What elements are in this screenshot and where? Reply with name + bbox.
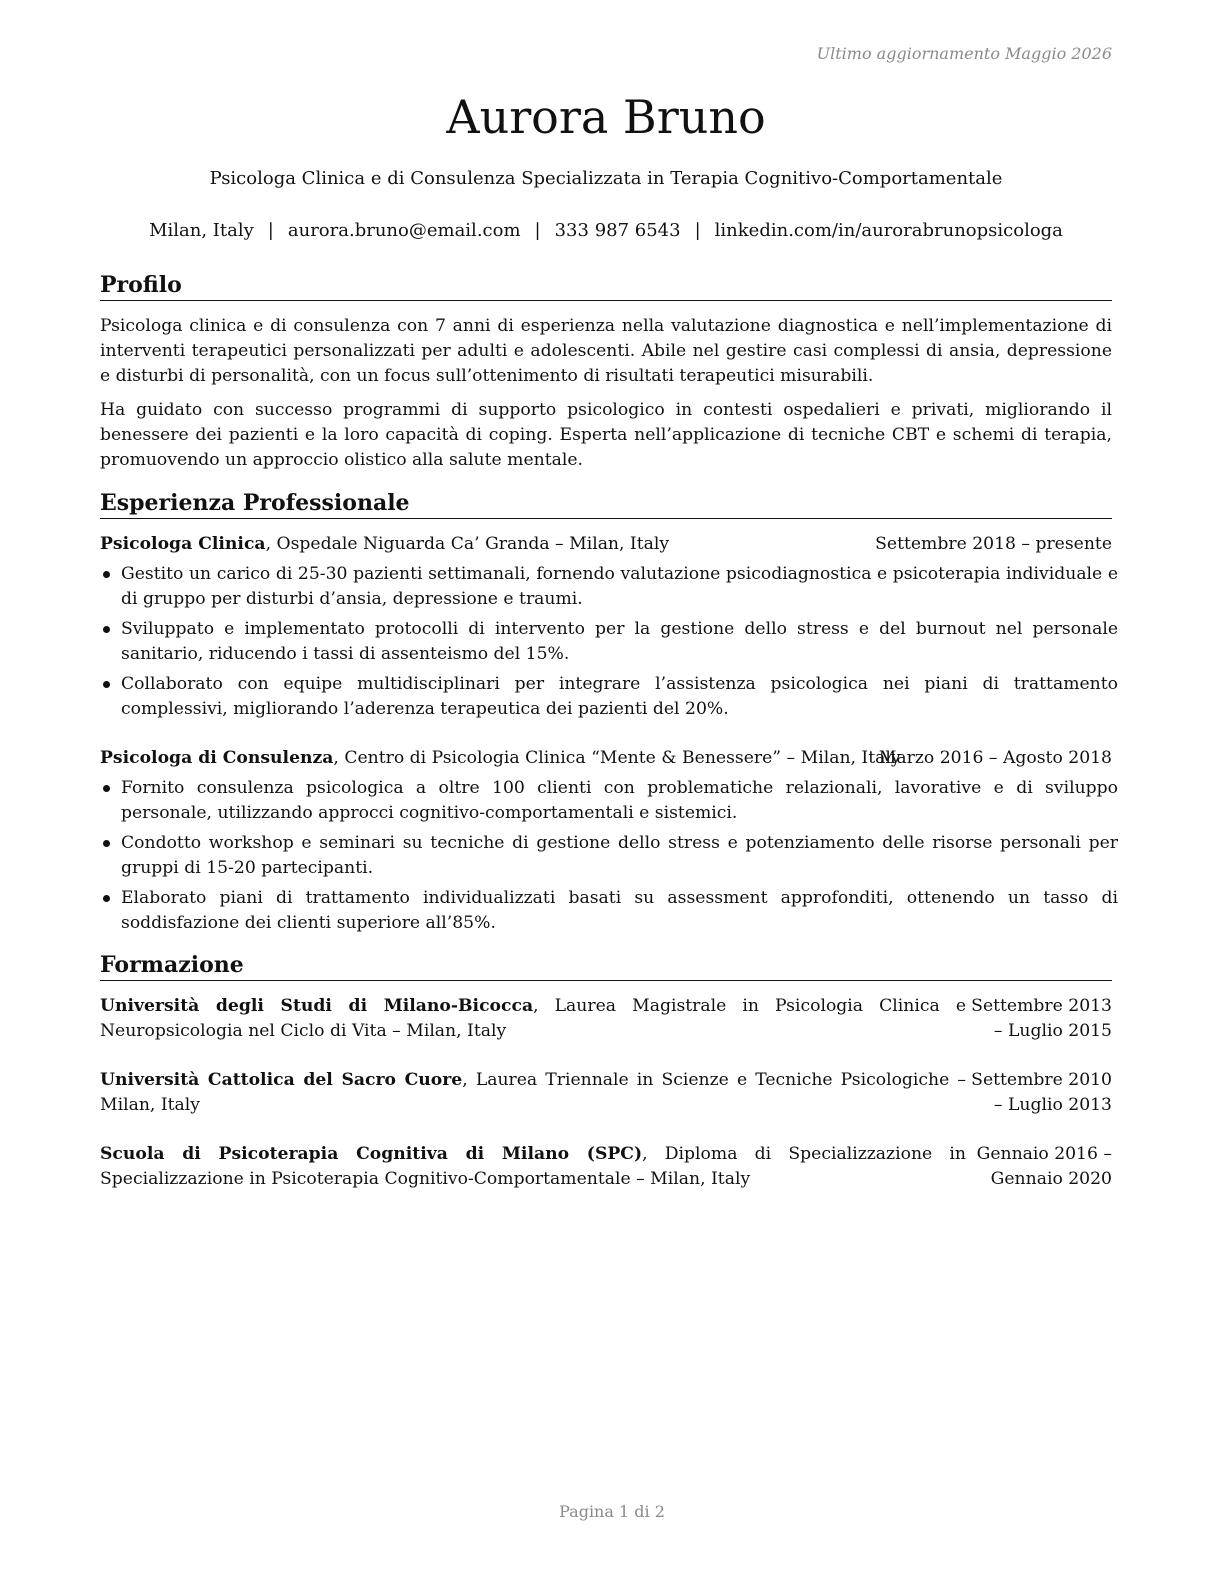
job-role: Psicologa di Consulenza xyxy=(100,748,334,768)
education-detail: , Laurea Magistrale in Psicologia Clinica e Neuropsicologia nel Ciclo di Vita – Milan, Italy xyxy=(100,996,966,1041)
contact-line xyxy=(100,220,1112,241)
contact-separator: | xyxy=(267,220,274,241)
job-role: Psicologa Clinica xyxy=(100,534,266,554)
job-bullets xyxy=(100,776,1118,941)
education-school: Università degli Studi di Milano-Bicocca xyxy=(100,996,534,1016)
education-description xyxy=(100,1068,966,1118)
job-header xyxy=(100,532,1112,557)
bullet-icon xyxy=(103,895,110,902)
job-dates: Settembre 2018 – presente xyxy=(875,534,1112,554)
list-item: Fornito consulenza psicologica a oltre 100 clienti con problematiche relazionali, lavorative e di sviluppo personale, utilizzando approcci cognitivo-comportamentali e sistemici. xyxy=(100,776,1118,826)
section-title-education: Formazione xyxy=(100,950,1112,981)
education-school: Università Cattolica del Sacro Cuore xyxy=(100,1070,463,1090)
candidate-subtitle: Psicologa Clinica e di Consulenza Specializzata in Terapia Cognitivo-Comportamentale xyxy=(209,168,1003,189)
education-description xyxy=(100,1142,966,1192)
profile-paragraph-2: Ha guidato con successo programmi di supporto psicologico in contesti ospedalieri e privati, migliorando il benessere dei pazienti e la loro capacità di coping. Esperta nell’applicazione di tecniche CBT e schemi di terapia, promuovendo un approccio olistico alla salute mentale. xyxy=(100,400,1112,470)
education-dates: Gennaio 2016 – Gennaio 2020 xyxy=(976,1144,1112,1189)
contact-phone: 333 987 6543 xyxy=(554,220,681,241)
education-dates: Settembre 2013 – Luglio 2015 xyxy=(971,996,1112,1041)
education-dates: Settembre 2010 – Luglio 2013 xyxy=(971,1070,1112,1115)
bullet-icon xyxy=(103,626,110,633)
profile-paragraph-1: Psicologa clinica e di consulenza con 7 anni di esperienza nella valutazione diagnostica e nell’implementazione di interventi terapeutici personalizzati per adulti e adolescenti. Abile nel gestire casi complessi di ansia, depressione e disturbi di personalità, con un focus sull’ottenimento di risultati terapeutici misurabili. xyxy=(100,316,1112,386)
contact-separator: | xyxy=(694,220,701,241)
bullet-icon xyxy=(103,840,110,847)
bullet-icon xyxy=(103,785,110,792)
list-item: Condotto workshop e seminari su tecniche di gestione dello stress e potenziamento delle risorse personali per gruppi di 15-20 partecipanti. xyxy=(100,831,1118,881)
contact-location: Milan, Italy xyxy=(149,220,254,241)
education-detail: , Laurea Triennale in Scienze e Tecniche Psicologiche – Milan, Italy xyxy=(100,1070,966,1115)
list-item: Elaborato piani di trattamento individualizzati basati su assessment approfonditi, ottenendo un tasso di soddisfazione dei clienti superiore all’85%. xyxy=(100,886,1118,936)
list-item: Sviluppato e implementato protocolli di intervento per la gestione dello stress e del burnout nel personale sanitario, riducendo i tassi di assenteismo del 15%. xyxy=(100,617,1118,667)
contact-separator: | xyxy=(534,220,541,241)
job-dates: Marzo 2016 – Agosto 2018 xyxy=(878,748,1112,768)
education-description xyxy=(100,994,966,1044)
bullet-icon xyxy=(103,681,110,688)
job-organization: , Centro di Psicologia Clinica “Mente & Benessere” – Milan, Italy xyxy=(333,748,901,768)
education-detail: , Diploma di Specializzazione in Specializzazione in Psicoterapia Cognitivo-Comportamentale – Milan, Italy xyxy=(100,1144,966,1189)
list-item: Gestito un carico di 25-30 pazienti settimanali, fornendo valutazione psicodiagnostica e psicoterapia individuale e di gruppo per disturbi d’ansia, depressione e traumi. xyxy=(100,562,1118,612)
page-number: Pagina 1 di 2 xyxy=(559,1502,665,1521)
section-title-experience: Esperienza Professionale xyxy=(100,488,1112,519)
section-title-profile: Profilo xyxy=(100,270,1112,301)
candidate-name: Aurora Bruno xyxy=(446,90,766,144)
contact-linkedin[interactable]: linkedin.com/in/aurorabrunopsicologa xyxy=(714,220,1063,241)
education-school: Scuola di Psicoterapia Cognitiva di Milano (SPC) xyxy=(100,1144,643,1164)
bullet-icon xyxy=(103,571,110,578)
last-updated-note: Ultimo aggiornamento Maggio 2026 xyxy=(816,44,1112,63)
list-item: Collaborato con equipe multidisciplinari per integrare l’assistenza psicologica nei piani di trattamento complessivi, migliorando l’aderenza terapeutica dei pazienti del 20%. xyxy=(100,672,1118,722)
contact-email[interactable]: aurora.bruno@email.com xyxy=(287,220,521,241)
job-organization: , Ospedale Niguarda Ca’ Granda – Milan, Italy xyxy=(265,534,670,554)
job-bullets xyxy=(100,562,1118,727)
job-header xyxy=(100,746,1112,771)
